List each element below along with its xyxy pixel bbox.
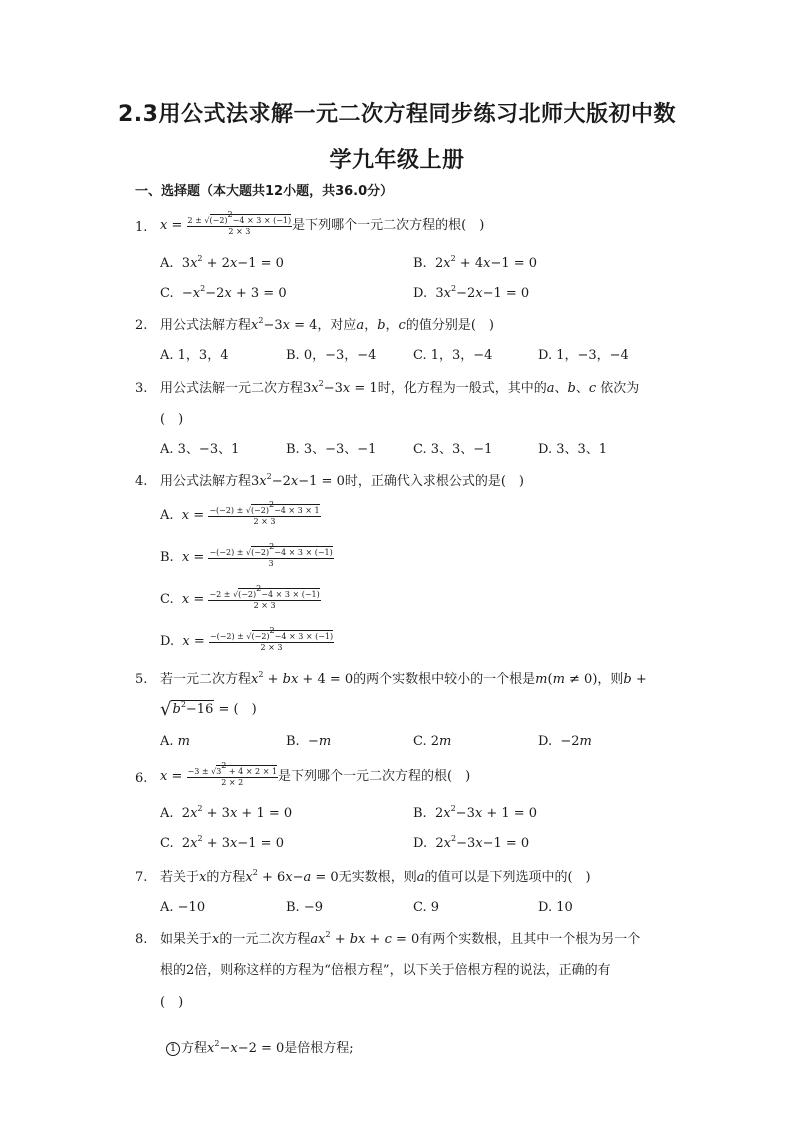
page-title-line1: 2.3用公式法求解一元二次方程同步练习北师大版初中数 [118, 102, 676, 127]
q2-option-d[interactable]: D. 1，−3，−4 [538, 348, 629, 363]
q7-stem: 若关于x的方程$x^2 + 6x-a = 0$无实数根，则a的值可以是下列选项中的( ) [160, 868, 591, 885]
q8-statement-1: 1 方程$x^2-x-2 = 0$是倍根方程; [166, 1039, 354, 1059]
q8-paren: ( ) [160, 995, 184, 1010]
q2-option-c[interactable]: C. 1，3，−4 [413, 348, 493, 363]
q4-option-a[interactable]: A. x = $\frac{-(-2) \pm √(-2)^2-4 \times 3 \times 1}{2 \times 3}$ [160, 500, 320, 526]
q5-option-d[interactable]: D. −2m [538, 734, 592, 749]
q1-stem: x = $\frac{2 \pm √(-2)^2-4 \times 3 \times (-1)}{2 \times 3}$ 是下列哪个一元二次方程的根( ) [160, 210, 485, 236]
q4-option-d[interactable]: D. x = $\frac{-(-2) \pm √(-2)^2-4 \times 3 \times (-1)}{2 \times 3}$ [160, 626, 334, 652]
q3-option-a[interactable]: A. 3、−3、1 [160, 442, 240, 457]
q7-option-a[interactable]: A. −10 [160, 900, 206, 915]
q6-option-a[interactable]: A. $2x^2 + 3x + 1 = 0$ [160, 804, 293, 821]
q5-option-a[interactable]: A. m [160, 734, 190, 749]
q3-option-c[interactable]: C. 3、3、−1 [413, 442, 493, 457]
q3-option-d[interactable]: D. 3、3、1 [538, 442, 608, 457]
q3-number: 3. [135, 381, 148, 396]
q6-stem: x = $\frac{-3 \pm √3^2 + 4 \times 2 \times 1}{2 \times 2}$ 是下列哪个一元二次方程的根( ) [160, 761, 471, 787]
q5-option-b[interactable]: B. −m [286, 734, 332, 749]
q4-option-c[interactable]: C. x = $\frac{-2 \pm √(-2)^2-4 \times 3 \times (-1)}{2 \times 3}$ [160, 584, 320, 610]
q3-stem: 用公式法解一元二次方程$3x^2-3x = 1$时，化方程为一般式，其中的a、b、c 依次为 [160, 379, 640, 396]
q2-stem: 用公式法解方程$x^2-3x = 4$，对应a，b，c的值分别是( ) [160, 316, 494, 333]
q4-option-b[interactable]: B. x = $\frac{-(-2) \pm √(-2)^2-4 \times 3 \times (-1)}{3}$ [160, 542, 333, 568]
q8-number: 8. [135, 932, 148, 947]
q7-number: 7. [135, 870, 148, 885]
q7-option-b[interactable]: B. −9 [286, 900, 323, 915]
q4-stem: 用公式法解方程$3x^2-2x-1 = 0$时，正确代入求根公式的是( ) [160, 472, 524, 489]
q5-stem-line2: $√b^2-16$ = ( ) [160, 699, 257, 720]
q1-number: 1. [135, 220, 148, 235]
q1-option-d[interactable]: D. $3x^2-2x-1 = 0$ [413, 284, 530, 301]
q5-number: 5. [135, 672, 148, 687]
q1-fraction: $\frac{2 \pm √(-2)^2-4 \times 3 \times (-1)}{2 \times 3}$ [187, 210, 292, 236]
q7-option-d[interactable]: D. 10 [538, 900, 573, 915]
q2-option-b[interactable]: B. 0，−3，−4 [286, 348, 377, 363]
q6-fraction: $\frac{-3 \pm √3^2 + 4 \times 2 \times 1}{2 \times 2}$ [187, 761, 278, 787]
q6-number: 6. [135, 771, 148, 786]
q4-number: 4. [135, 474, 148, 489]
q1-option-c[interactable]: C. $-x^2-2x + 3 = 0$ [160, 284, 287, 301]
q3-paren: ( ) [160, 412, 184, 427]
q8-stem: 如果关于x的一元二次方程$ax^2$ + bx + c = 0有两个实数根，且其中一个根为另一个 [160, 930, 641, 947]
q1-option-b[interactable]: B. $2x^2 + 4x-1 = 0$ [413, 254, 538, 271]
q6-option-b[interactable]: B. $2x^2-3x + 1 = 0$ [413, 804, 538, 821]
q1-suffix: 是下列哪个一元二次方程的根( ) [292, 218, 485, 233]
q6-option-d[interactable]: D. $2x^2-3x-1 = 0$ [413, 834, 530, 851]
section-heading: 一、选择题（本大题共12小题，共36.0分） [135, 184, 394, 199]
page-title-line2: 学九年级上册 [329, 148, 465, 173]
q8-stem-line2: 根的2倍，则称这样的方程为“倍根方程”，以下关于倍根方程的说法，正确的有 [160, 963, 611, 978]
circled-number-1: 1 [166, 1042, 180, 1056]
q3-option-b[interactable]: B. 3、−3、−1 [286, 442, 377, 457]
q6-option-c[interactable]: C. $2x^2 + 3x-1 = 0$ [160, 834, 284, 851]
q7-option-c[interactable]: C. 9 [413, 900, 440, 915]
q2-option-a[interactable]: A. 1，3，4 [160, 348, 229, 363]
q1-option-a[interactable]: A. $3x^2 + 2x-1 = 0$ [160, 254, 284, 271]
q5-option-c[interactable]: C. 2m [413, 734, 452, 749]
q2-number: 2. [135, 318, 148, 333]
q5-stem: 若一元二次方程$x^2$ + bx + 4 = 0的两个实数根中较小的一个根是m(m ≠ 0)，则b + [160, 670, 647, 687]
